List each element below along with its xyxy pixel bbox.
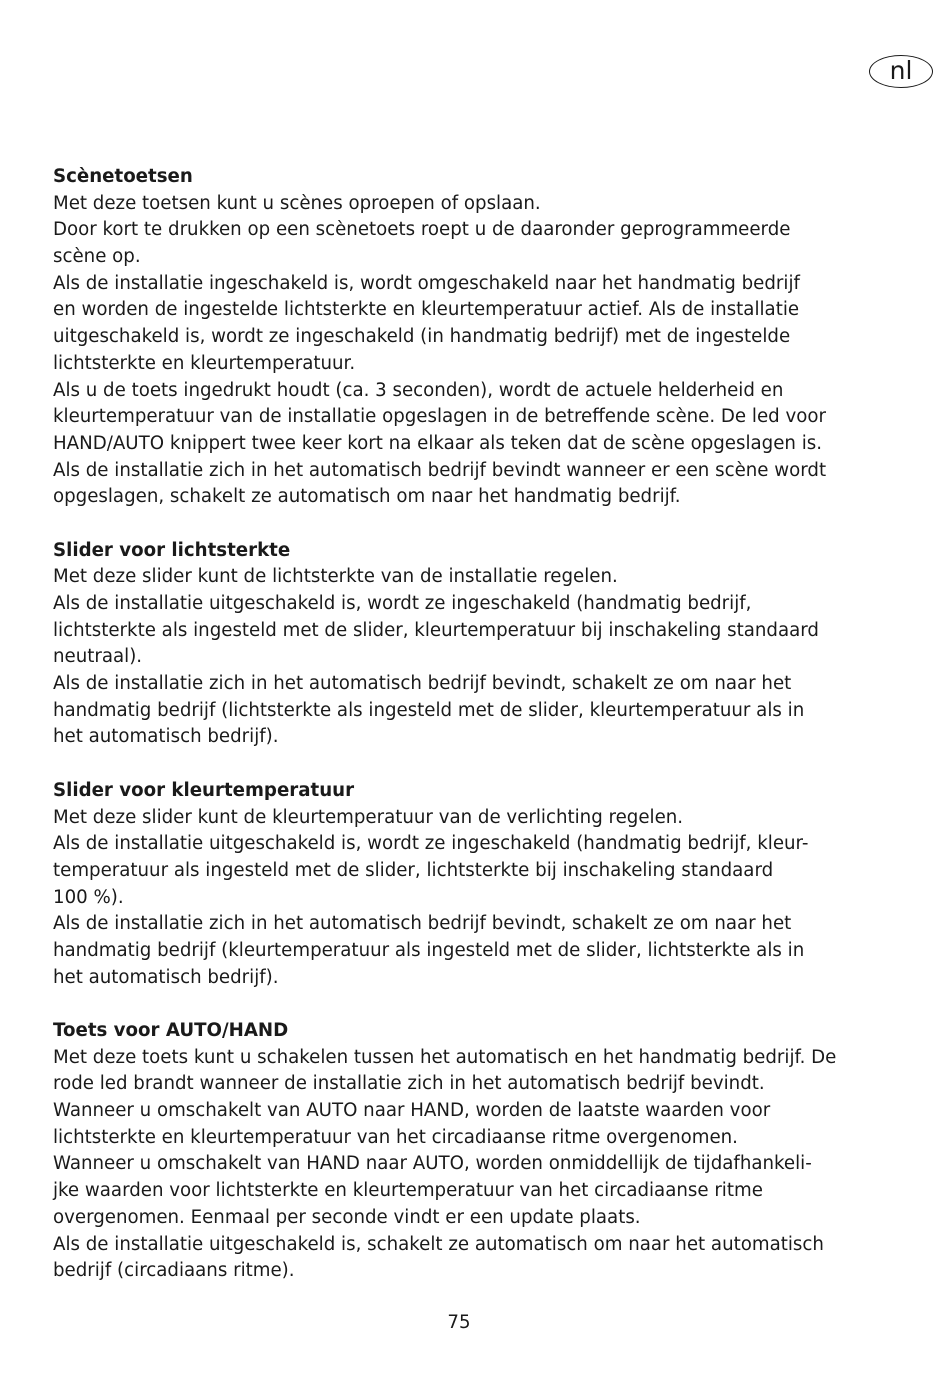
text-line: handmatig bedrijf (lichtsterkte als ingesteld met de slider, kleurtemperatuur als in [53,699,805,721]
text-line: Als de installatie ingeschakeld is, wordt omgeschakeld naar het handmatig bedrijf [53,272,800,294]
text-line: het automatisch bedrijf). [53,726,279,748]
section-heading: Slider voor kleurtemperatuur [53,779,355,801]
text-line: Wanneer u omschakelt van HAND naar AUTO, worden onmiddellijk de tijdafhankeli- [53,1153,812,1175]
page-number: 75 [447,1312,471,1333]
text-line: neutraal). [53,646,143,668]
text-line: Met deze toetsen kunt u scènes oproepen of opslaan. [53,192,541,214]
page-content [53,164,883,1312]
text-line: Als de installatie zich in het automatisch bedrijf bevindt, schakelt ze om naar het [53,913,792,935]
section-heading: Slider voor lichtsterkte [53,539,291,561]
text-line: Als u de toets ingedrukt houdt (ca. 3 seconden), wordt de actuele helderheid en [53,379,784,401]
section-heading: Scènetoetsen [53,166,193,187]
section-heading: Toets voor AUTO/HAND [53,1020,289,1041]
text-line: Als de installatie zich in het automatisch bedrijf bevindt wanneer er een scène wordt [53,459,827,481]
text-line: overgenomen. Eenmaal per seconde vindt er een update plaats. [53,1206,641,1228]
text-line: Met deze slider kunt de lichtsterkte van de installatie regelen. [53,566,618,588]
text-line: Als de installatie uitgeschakeld is, wordt ze ingeschakeld (handmatig bedrijf, [53,593,752,614]
text-line: en worden de ingestelde lichtsterkte en kleurtemperatuur actief. Als de installatie [53,299,800,321]
language-badge: nl [869,55,933,88]
text-line: HAND/AUTO knippert twee keer kort na elkaar als teken dat de scène opgeslagen is. [53,432,823,454]
text-line: opgeslagen, schakelt ze automatisch om naar het handmatig bedrijf. [53,486,681,508]
text-line: uitgeschakeld is, wordt ze ingeschakeld (in handmatig bedrijf) met de ingestelde [53,326,791,348]
text-line: Als de installatie uitgeschakeld is, wordt ze ingeschakeld (handmatig bedrijf, kleur- [53,833,809,855]
text-line: bedrijf (circadiaans ritme). [53,1260,295,1282]
text-line: jke waarden voor lichtsterkte en kleurtemperatuur van het circadiaanse ritme [53,1180,763,1202]
text-line: Met deze toets kunt u schakelen tussen het automatisch en het handmatig bedrijf. De [53,1046,837,1068]
text-line: Als de installatie zich in het automatisch bedrijf bevindt, schakelt ze om naar het [53,673,792,695]
text-line: temperatuur als ingesteld met de slider, lichtsterkte bij inschakeling standaard [53,859,774,881]
text-line: rode led brandt wanneer de installatie zich in het automatisch bedrijf bevindt. [53,1073,765,1095]
text-line: handmatig bedrijf (kleurtemperatuur als ingesteld met de slider, lichtsterkte als in [53,939,805,961]
section-scenetoetsen [53,164,883,511]
text-line: 100 %). [53,886,124,908]
text-line: lichtsterkte en kleurtemperatuur van het circadiaanse ritme overgenomen. [53,1126,738,1148]
text-line: het automatisch bedrijf). [53,966,279,988]
section-slider-lichtsterkte [53,538,883,752]
text-line: Met deze slider kunt de kleurtemperatuur van de verlichting regelen. [53,806,684,828]
text-line: Als de installatie uitgeschakeld is, schakelt ze automatisch om naar het automatisch [53,1233,824,1255]
text-line: Wanneer u omschakelt van AUTO naar HAND, worden de laatste waarden voor [53,1100,771,1122]
text-line: lichtsterkte en kleurtemperatuur. [53,352,356,374]
text-line: scène op. [53,246,141,268]
text-line: Door kort te drukken op een scènetoets roept u de daaronder geprogrammeerde [53,219,791,241]
text-line: lichtsterkte als ingesteld met de slider, kleurtemperatuur bij inschakeling standaard [53,619,819,641]
section-slider-kleurtemperatuur [53,778,883,992]
text-line: kleurtemperatuur van de installatie opgeslagen in de betreffende scène. De led voor [53,406,826,428]
section-toets-auto-hand [53,1018,883,1285]
